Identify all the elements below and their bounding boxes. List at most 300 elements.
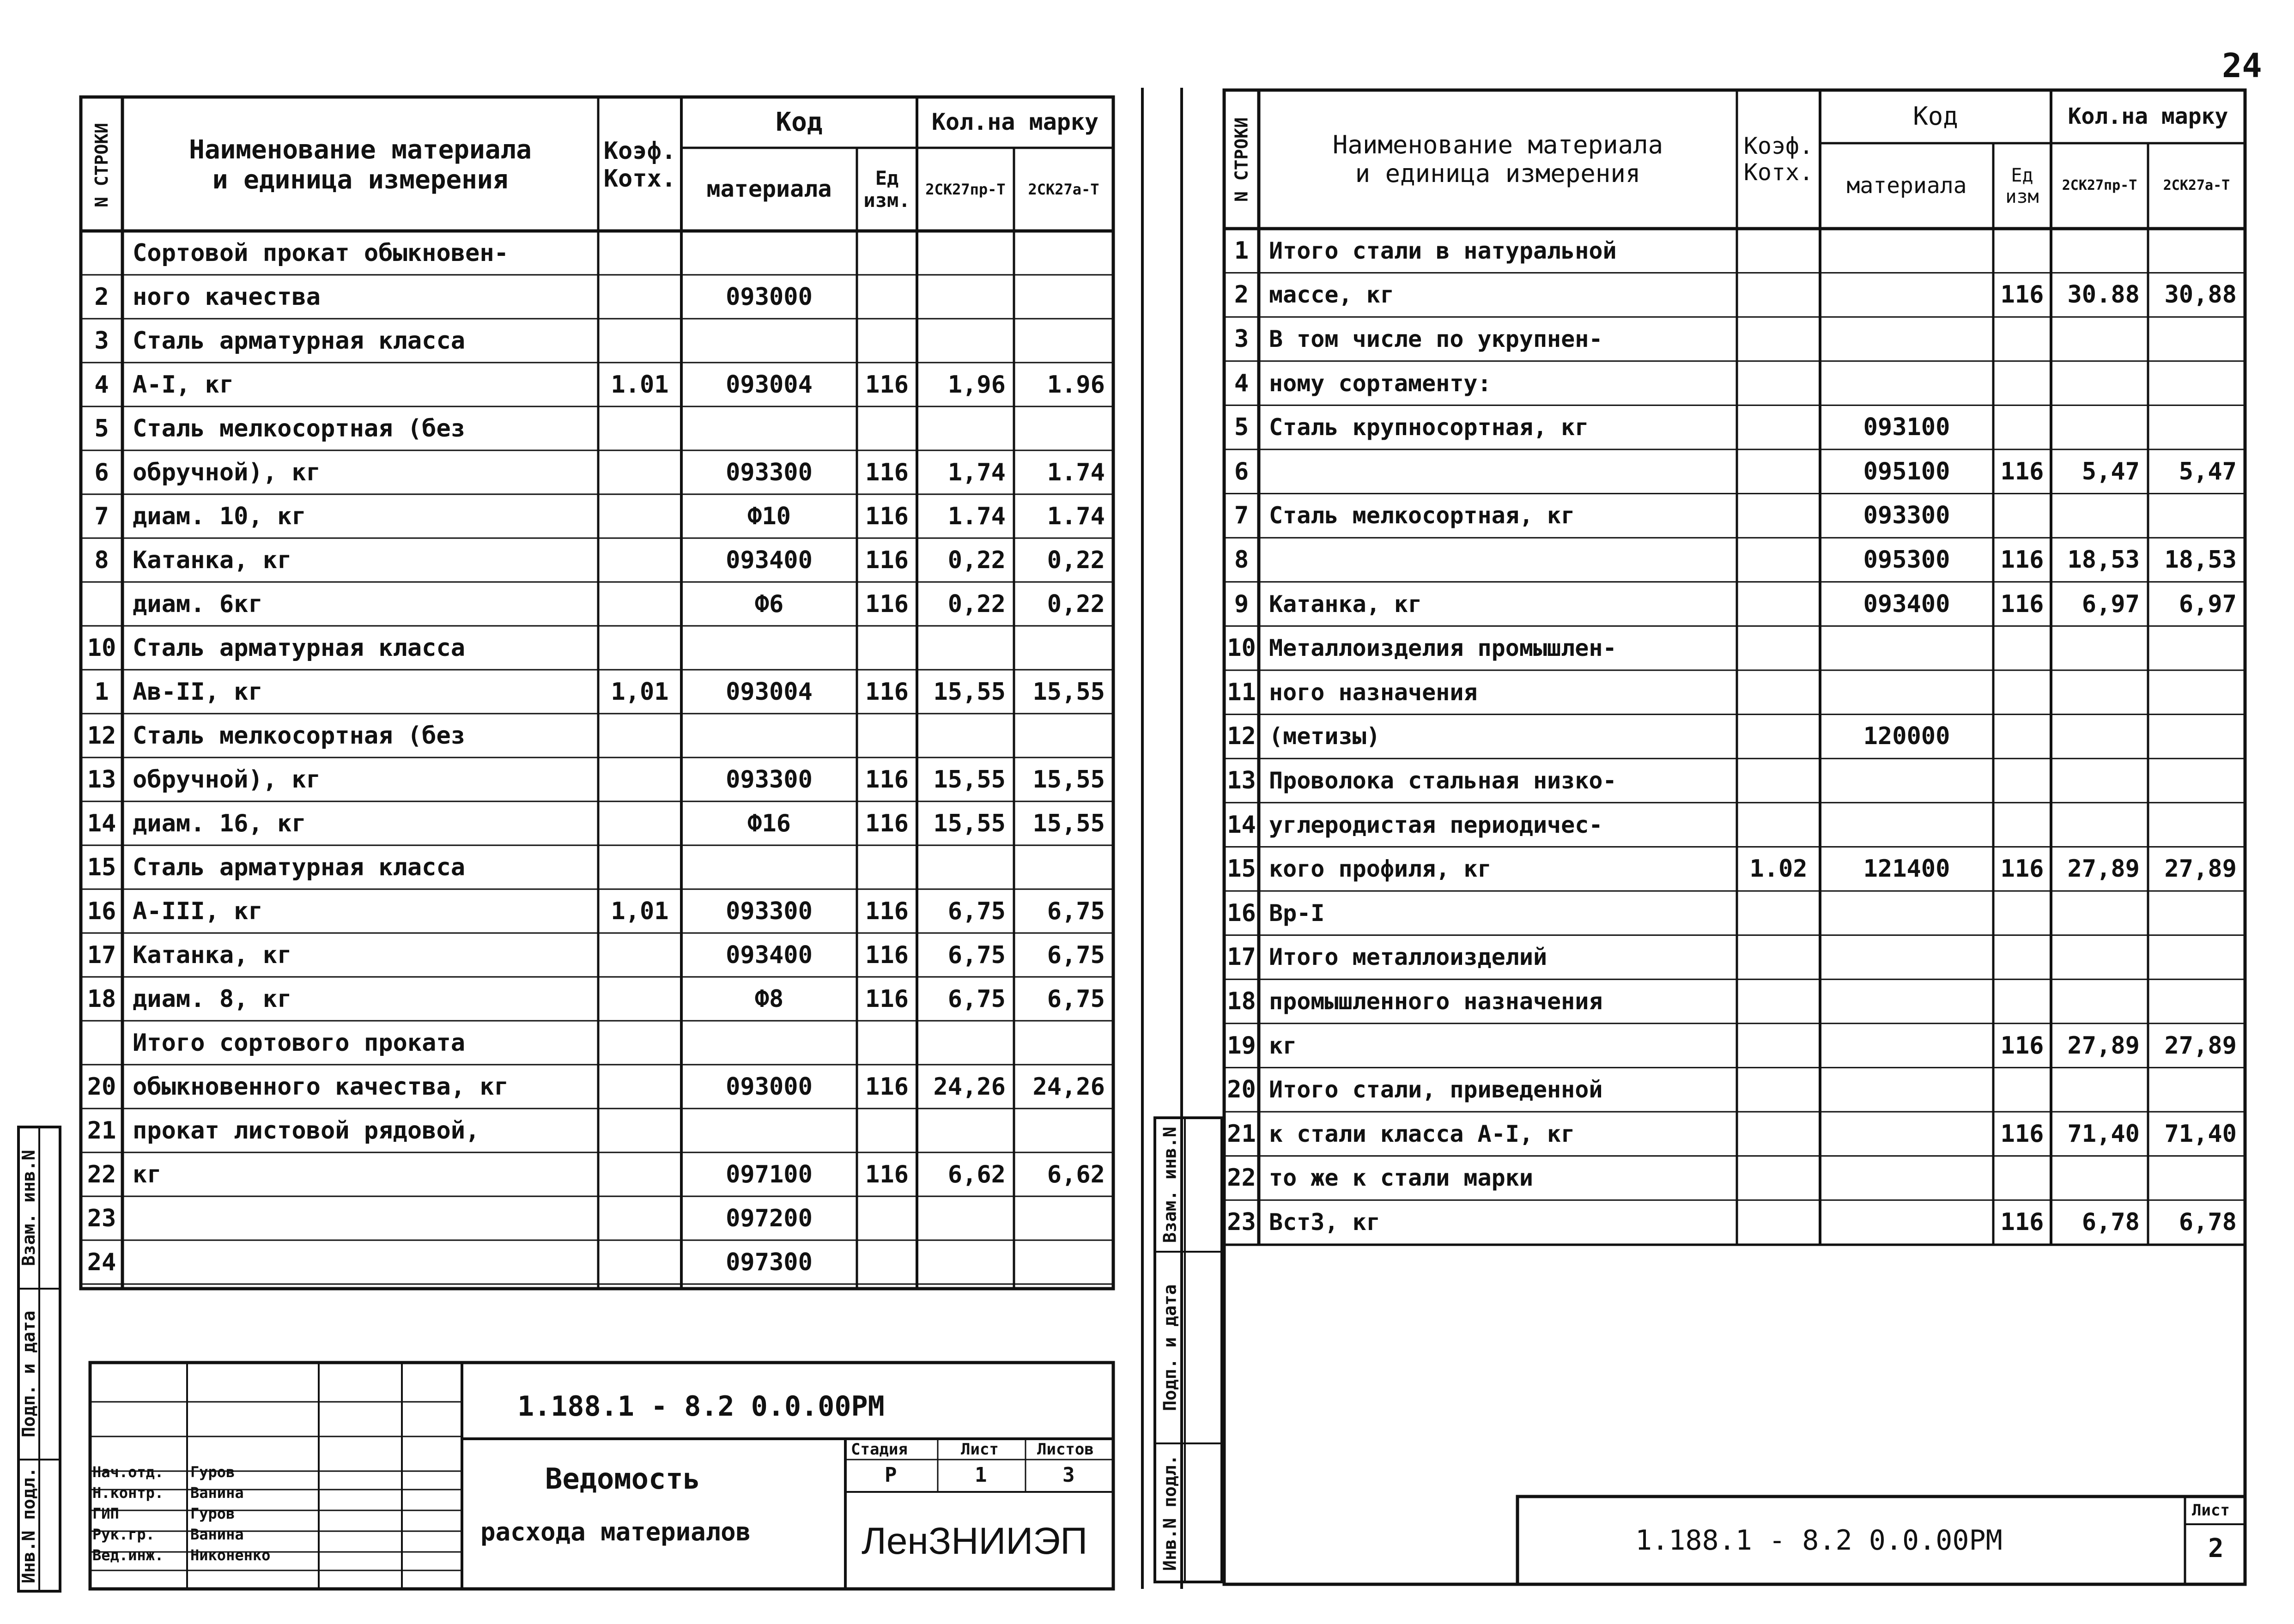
- unit-code: [1995, 716, 2049, 757]
- header-code-material: материала: [706, 176, 832, 203]
- row-number: 20: [87, 1073, 116, 1101]
- quantity-a: 0,22: [947, 546, 1006, 574]
- unit-code: 116: [865, 678, 909, 706]
- material-name: Металлоизделия промышлен-: [1269, 635, 1617, 662]
- coefficient: 1,01: [611, 897, 669, 925]
- row-number: 3: [94, 327, 109, 355]
- row-number: 16: [1227, 899, 1256, 927]
- row-number: 1: [94, 678, 109, 706]
- unit-code: 116: [2000, 1031, 2044, 1060]
- quantity-b: 6,75: [1047, 897, 1105, 925]
- quantity-a: 6,75: [947, 941, 1006, 969]
- material-code: 097300: [726, 1248, 813, 1276]
- material-code: [1822, 1202, 1991, 1242]
- material-name: Катанка, кг: [1269, 590, 1422, 618]
- material-code: Ф10: [747, 502, 791, 530]
- coefficient: [1739, 937, 1818, 978]
- header-quantity-right: Кол.на марку: [2068, 103, 2228, 129]
- quantity-a: 15,55: [933, 765, 1006, 794]
- quantity-a: [2053, 363, 2146, 404]
- unit-code: [1995, 981, 2049, 1022]
- row-number: 21: [1227, 1120, 1256, 1148]
- header-quantity-b: 2СК27а-Т: [1028, 180, 1099, 198]
- unit-code: 116: [865, 590, 909, 618]
- header-material-name: Наименование материала и единица измерения: [189, 135, 532, 195]
- unit-code: [1995, 893, 2049, 933]
- row-number: 7: [1234, 502, 1249, 530]
- coefficient: [1739, 584, 1818, 624]
- quantity-a: [2053, 805, 2146, 845]
- unit-code: [1995, 1158, 2049, 1199]
- coefficient: [1739, 230, 1818, 271]
- material-name: Итого металлоизделий: [1269, 944, 1548, 971]
- material-name: Итого стали, приведенной: [1269, 1076, 1603, 1103]
- quantity-a: 71,40: [2067, 1120, 2140, 1148]
- material-code: [1822, 275, 1991, 315]
- material-name: (метизы): [1269, 723, 1380, 750]
- material-name: Сталь крупносортная, кг: [1269, 414, 1589, 441]
- quantity-a: 6,75: [947, 985, 1006, 1013]
- quantity-a: [2053, 230, 2146, 271]
- signer-role: Рук.гр.: [92, 1526, 155, 1543]
- row-number: 15: [1227, 855, 1256, 883]
- unit-code: [1995, 760, 2049, 801]
- quantity-a: [2053, 893, 2146, 933]
- material-code: 093004: [726, 678, 813, 706]
- quantity-b: 0,22: [1047, 546, 1105, 574]
- material-name: Ав-II, кг: [133, 678, 263, 706]
- coefficient: [1739, 805, 1818, 845]
- material-name: диам. 6кг: [133, 590, 263, 618]
- quantity-a: 6,62: [947, 1160, 1006, 1188]
- material-name: Вст3, кг: [1269, 1208, 1380, 1236]
- coefficient: [1739, 628, 1818, 668]
- unit-code: 116: [865, 941, 909, 969]
- unit-code: 116: [2000, 457, 2044, 485]
- coefficient: [1739, 1025, 1818, 1066]
- material-code: 093300: [1863, 502, 1950, 530]
- row-number: 16: [87, 897, 116, 925]
- row-number: 8: [94, 546, 109, 574]
- material-name: промышленного назначения: [1269, 988, 1603, 1015]
- quantity-a: 1,74: [947, 458, 1006, 486]
- material-name: ного назначения: [1269, 679, 1478, 706]
- unit-code: [1995, 937, 2049, 978]
- material-code: 093400: [726, 941, 813, 969]
- quantity-b: [2150, 805, 2243, 845]
- coefficient: [1739, 1069, 1818, 1110]
- row-number: 7: [94, 502, 109, 530]
- quantity-b: 27,89: [2164, 1031, 2237, 1060]
- row-number: 5: [1234, 413, 1249, 442]
- material-name: А-III, кг: [133, 897, 263, 925]
- material-code: 095100: [1863, 457, 1950, 485]
- quantity-a: [2053, 1158, 2146, 1199]
- row-number: 2: [94, 283, 109, 311]
- unit-code: 116: [865, 765, 909, 794]
- quantity-b: 1.96: [1047, 370, 1105, 399]
- material-name: углеродистая периодичес-: [1269, 811, 1603, 838]
- unit-code: [1995, 1069, 2049, 1110]
- side-stamp-sign-date-right: Подп. и дата: [1159, 1284, 1180, 1411]
- material-code: 093000: [726, 1073, 813, 1101]
- row-number: 21: [87, 1116, 116, 1145]
- material-name: кг: [133, 1160, 162, 1188]
- unit-code: 116: [865, 897, 909, 925]
- material-code: 093300: [726, 458, 813, 486]
- material-name: обыкновенного качества, кг: [133, 1073, 509, 1101]
- quantity-a: [2053, 760, 2146, 801]
- quantity-a: 0,22: [947, 590, 1006, 618]
- document-title-line2: расхода материалов: [480, 1517, 751, 1546]
- material-name: [1261, 451, 1735, 492]
- material-name: [1261, 539, 1735, 580]
- unit-code: 116: [865, 1073, 909, 1101]
- quantity-b: 0,22: [1047, 590, 1105, 618]
- row-number: 12: [87, 721, 116, 750]
- material-code: [1822, 628, 1991, 668]
- quantity-b: 1.74: [1047, 458, 1105, 486]
- material-name: Сталь арматурная класса: [133, 327, 466, 355]
- quantity-a: [2053, 628, 2146, 668]
- material-code: [1822, 319, 1991, 359]
- header-coefficient: Коэф. Котх.: [603, 137, 676, 193]
- quantity-b: [2150, 716, 2243, 757]
- header-unit-right: Ед изм: [2005, 164, 2039, 207]
- quantity-a: [2053, 1069, 2146, 1110]
- coefficient: [1739, 496, 1818, 536]
- quantity-a: 15,55: [933, 678, 1006, 706]
- quantity-b: 24,26: [1032, 1073, 1105, 1101]
- coefficient: [1739, 539, 1818, 580]
- quantity-a: [2053, 981, 2146, 1022]
- material-code: [1822, 805, 1991, 845]
- material-name: диам. 8, кг: [133, 985, 292, 1013]
- quantity-b: 15,55: [1032, 765, 1105, 794]
- stage-value: Р: [885, 1463, 897, 1487]
- quantity-b: 15,55: [1032, 809, 1105, 837]
- quantity-a: [2053, 937, 2146, 978]
- header-quantity: Кол.на марку: [931, 109, 1099, 136]
- material-code: 097200: [726, 1204, 813, 1232]
- signer-role: ГИП: [92, 1505, 119, 1522]
- material-code: [1822, 937, 1991, 978]
- quantity-b: 5,47: [2179, 457, 2237, 485]
- coefficient: 1.02: [1749, 855, 1808, 883]
- coefficient: [1739, 1114, 1818, 1154]
- material-code: 093400: [1863, 590, 1950, 618]
- unit-code: 116: [865, 458, 909, 486]
- unit-code: [1995, 628, 2049, 668]
- material-name: Сталь мелкосортная, кг: [1269, 502, 1575, 529]
- quantity-b: 6,75: [1047, 941, 1105, 969]
- document-code: 1.188.1 - 8.2 0.0.00РМ: [517, 1390, 885, 1423]
- material-name: Сталь арматурная класса: [133, 853, 466, 881]
- material-name: обручной), кг: [133, 458, 321, 486]
- row-number: 22: [87, 1160, 116, 1188]
- material-code: 120000: [1863, 722, 1950, 751]
- unit-code: [1995, 407, 2049, 448]
- material-code: 095300: [1863, 545, 1950, 574]
- quantity-b: 30,88: [2164, 281, 2237, 309]
- row-number: 14: [87, 809, 116, 837]
- material-code: [1822, 1025, 1991, 1066]
- row-number: 4: [94, 370, 109, 399]
- material-name: Итого стали в натуральной: [1269, 237, 1617, 264]
- coefficient: [1739, 981, 1818, 1022]
- quantity-b: [2150, 230, 2243, 271]
- header-quantity-b-right: 2СК27а-Т: [2163, 177, 2230, 194]
- coefficient: 1.01: [611, 370, 669, 399]
- quantity-a: 30.88: [2067, 281, 2140, 309]
- quantity-b: [2150, 672, 2243, 713]
- unit-code: [1995, 805, 2049, 845]
- row-number: 11: [1227, 678, 1256, 706]
- row-number: 9: [1234, 590, 1249, 618]
- quantity-a: [2053, 496, 2146, 536]
- material-name: прокат листовой рядовой,: [133, 1116, 480, 1145]
- material-name: Вр-I: [1269, 899, 1325, 927]
- quantity-b: 6,97: [2179, 590, 2237, 618]
- signer-name: Гуров: [190, 1463, 235, 1481]
- material-name: к стали класса А-I, кг: [1269, 1120, 1575, 1147]
- coefficient: [1739, 363, 1818, 404]
- unit-code: 116: [865, 502, 909, 530]
- signer-name: Ванина: [190, 1526, 244, 1543]
- header-code-material-right: материала: [1846, 172, 1967, 199]
- material-name: то же к стали марки: [1269, 1164, 1533, 1192]
- unit-code: 116: [2000, 281, 2044, 309]
- signer-role: Вед.инж.: [92, 1546, 164, 1564]
- coefficient: [1739, 672, 1818, 713]
- quantity-b: [2150, 319, 2243, 359]
- quantity-b: [2150, 1069, 2243, 1110]
- row-number: 23: [1227, 1208, 1256, 1236]
- coefficient: [1739, 1202, 1818, 1242]
- quantity-b: [2150, 628, 2243, 668]
- material-code: 093004: [726, 370, 813, 399]
- row-number: 6: [94, 458, 109, 486]
- quantity-a: 18,53: [2067, 545, 2140, 574]
- row-number: 22: [1227, 1164, 1256, 1192]
- row-number: 17: [87, 941, 116, 969]
- side-stamp-replace-inv-right: Взам. инв.N: [1159, 1127, 1180, 1243]
- unit-code: 116: [865, 1160, 909, 1188]
- coefficient: [1739, 893, 1818, 933]
- row-number: 2: [1234, 281, 1249, 309]
- row-number: 13: [87, 765, 116, 794]
- sheet-value-right: 2: [2208, 1533, 2224, 1563]
- quantity-a: 6,78: [2082, 1208, 2140, 1236]
- unit-code: 116: [2000, 545, 2044, 574]
- side-stamp-sign-date: Подп. и дата: [18, 1310, 39, 1438]
- header-code-right: Код: [1913, 102, 1958, 131]
- unit-code: 116: [865, 370, 909, 399]
- row-number: 24: [87, 1248, 116, 1276]
- side-stamp-replace-inv: Взам. инв.N: [18, 1150, 39, 1266]
- material-code: 093300: [726, 765, 813, 794]
- row-number: 14: [1227, 811, 1256, 839]
- material-code: [1822, 893, 1991, 933]
- row-number: 20: [1227, 1076, 1256, 1104]
- quantity-a: 6,97: [2082, 590, 2140, 618]
- quantity-b: 27,89: [2164, 855, 2237, 883]
- material-name: Сталь мелкосортная (без: [133, 414, 466, 442]
- quantity-b: [2150, 363, 2243, 404]
- quantity-a: [2053, 672, 2146, 713]
- header-code: Код: [776, 107, 823, 137]
- material-name: Сталь мелкосортная (без: [133, 721, 466, 750]
- quantity-a: 6,75: [947, 897, 1006, 925]
- row-number: 10: [87, 634, 116, 662]
- quantity-a: 1.74: [947, 502, 1006, 530]
- coefficient: [1739, 760, 1818, 801]
- material-code: Ф8: [754, 985, 784, 1013]
- quantity-b: [2150, 760, 2243, 801]
- row-number: 4: [1234, 369, 1249, 397]
- page-number: 24: [2222, 46, 2262, 85]
- material-name: Сталь арматурная класса: [133, 634, 466, 662]
- row-number: 23: [87, 1204, 116, 1232]
- quantity-b: 1.74: [1047, 502, 1105, 530]
- material-name: кг: [1269, 1032, 1297, 1059]
- material-code: [1822, 1114, 1991, 1154]
- sheets-value: 3: [1062, 1463, 1075, 1487]
- row-number: 15: [87, 853, 116, 881]
- quantity-b: [2150, 1158, 2243, 1199]
- unit-code: 116: [865, 985, 909, 1013]
- material-name: массе, кг: [1269, 281, 1394, 309]
- quantity-b: 6,62: [1047, 1160, 1105, 1188]
- material-name: ного качества: [133, 283, 321, 311]
- row-number: 10: [1227, 634, 1256, 662]
- quantity-a: 5,47: [2082, 457, 2140, 485]
- quantity-b: 6,75: [1047, 985, 1105, 1013]
- row-number: 13: [1227, 766, 1256, 794]
- row-number: 19: [1227, 1031, 1256, 1060]
- material-name: ному сортаменту:: [1269, 370, 1492, 397]
- quantity-b: 15,55: [1032, 678, 1105, 706]
- quantity-a: 15,55: [933, 809, 1006, 837]
- side-stamp-inv-orig: Инв.N подл.: [18, 1467, 39, 1584]
- row-number: 8: [1234, 545, 1249, 574]
- quantity-b: 6,78: [2179, 1208, 2237, 1236]
- quantity-b: [2150, 893, 2243, 933]
- unit-code: [1995, 496, 2049, 536]
- material-code: [1822, 363, 1991, 404]
- row-number: 12: [1227, 722, 1256, 751]
- signer-name: Никоненко: [190, 1546, 271, 1564]
- material-code: 093100: [1863, 413, 1950, 442]
- quantity-b: 71,40: [2164, 1120, 2237, 1148]
- header-unit: Ед изм.: [863, 166, 910, 212]
- header-quantity-a-right: 2СК27пр-Т: [2062, 177, 2137, 194]
- material-name: Катанка, кг: [133, 546, 292, 574]
- quantity-a: 27,89: [2067, 855, 2140, 883]
- material-name: диам. 10, кг: [133, 502, 306, 530]
- unit-code: 116: [865, 546, 909, 574]
- header-row-number: N СТРОКИ: [91, 122, 112, 208]
- material-code: 093300: [726, 897, 813, 925]
- material-name: кого профиля, кг: [1269, 855, 1492, 883]
- coefficient: [1739, 1158, 1818, 1199]
- sheet-label-right: Лист: [2192, 1501, 2230, 1520]
- material-code: [1822, 981, 1991, 1022]
- header-row-number-right: N СТРОКИ: [1231, 117, 1252, 202]
- sheet-value: 1: [975, 1463, 987, 1487]
- organization-name: ЛенЗНИИЭП: [862, 1520, 1088, 1562]
- quantity-a: [2053, 319, 2146, 359]
- document-code-right: 1.188.1 - 8.2 0.0.00РМ: [1635, 1524, 2003, 1557]
- unit-code: 116: [865, 809, 909, 837]
- signer-name: Гуров: [190, 1505, 235, 1522]
- sheets-label: Листов: [1037, 1440, 1094, 1459]
- material-code: 097100: [726, 1160, 813, 1188]
- material-code: 121400: [1863, 855, 1950, 883]
- signer-role: Нач.отд.: [92, 1463, 164, 1481]
- material-name: Сортовой прокат обыкновен-: [133, 239, 509, 267]
- unit-code: 116: [2000, 855, 2044, 883]
- material-code: [1822, 230, 1991, 271]
- header-material-name-right: Наименование материала и единица измерения: [1332, 130, 1663, 188]
- material-name: Итого сортового проката: [133, 1029, 466, 1057]
- coefficient: [1739, 275, 1818, 315]
- quantity-a: 1,96: [947, 370, 1006, 399]
- quantity-a: 24,26: [933, 1073, 1006, 1101]
- material-code: Ф6: [754, 590, 784, 618]
- document-title-line1: Ведомость: [545, 1462, 700, 1496]
- material-code: 093000: [726, 283, 813, 311]
- material-name: Проволока стальная низко-: [1269, 767, 1617, 794]
- material-code: [1822, 760, 1991, 801]
- quantity-b: [2150, 496, 2243, 536]
- unit-code: 116: [2000, 1208, 2044, 1236]
- unit-code: 116: [2000, 590, 2044, 618]
- material-name: А-I, кг: [133, 370, 234, 399]
- material-code: [1822, 1158, 1991, 1199]
- unit-code: [1995, 230, 2049, 271]
- header-quantity-a: 2СК27пр-Т: [925, 180, 1006, 198]
- coefficient: 1,01: [611, 678, 669, 706]
- quantity-b: [2150, 407, 2243, 448]
- row-number: 3: [1234, 325, 1249, 353]
- signer-role: Н.контр.: [92, 1484, 164, 1502]
- coefficient: [1739, 407, 1818, 448]
- material-name: обручной), кг: [133, 765, 321, 794]
- unit-code: [1995, 672, 2049, 713]
- row-number: 18: [87, 985, 116, 1013]
- coefficient: [1739, 716, 1818, 757]
- side-stamp-inv-orig-right: Инв.N подл.: [1159, 1454, 1180, 1571]
- material-code: [1822, 672, 1991, 713]
- row-number: 18: [1227, 987, 1256, 1015]
- quantity-a: [2053, 716, 2146, 757]
- quantity-a: [2053, 407, 2146, 448]
- unit-code: [1995, 319, 2049, 359]
- unit-code: 116: [2000, 1120, 2044, 1148]
- material-code: Ф16: [747, 809, 791, 837]
- material-name: диам. 16, кг: [133, 809, 306, 837]
- quantity-b: [2150, 981, 2243, 1022]
- quantity-a: 27,89: [2067, 1031, 2140, 1060]
- stage-label: Стадия: [851, 1440, 908, 1459]
- row-number: 1: [1234, 236, 1249, 265]
- sheet-label: Лист: [961, 1440, 999, 1459]
- row-number: 17: [1227, 943, 1256, 971]
- coefficient: [1739, 319, 1818, 359]
- row-number: 5: [94, 414, 109, 442]
- coefficient: [1739, 451, 1818, 492]
